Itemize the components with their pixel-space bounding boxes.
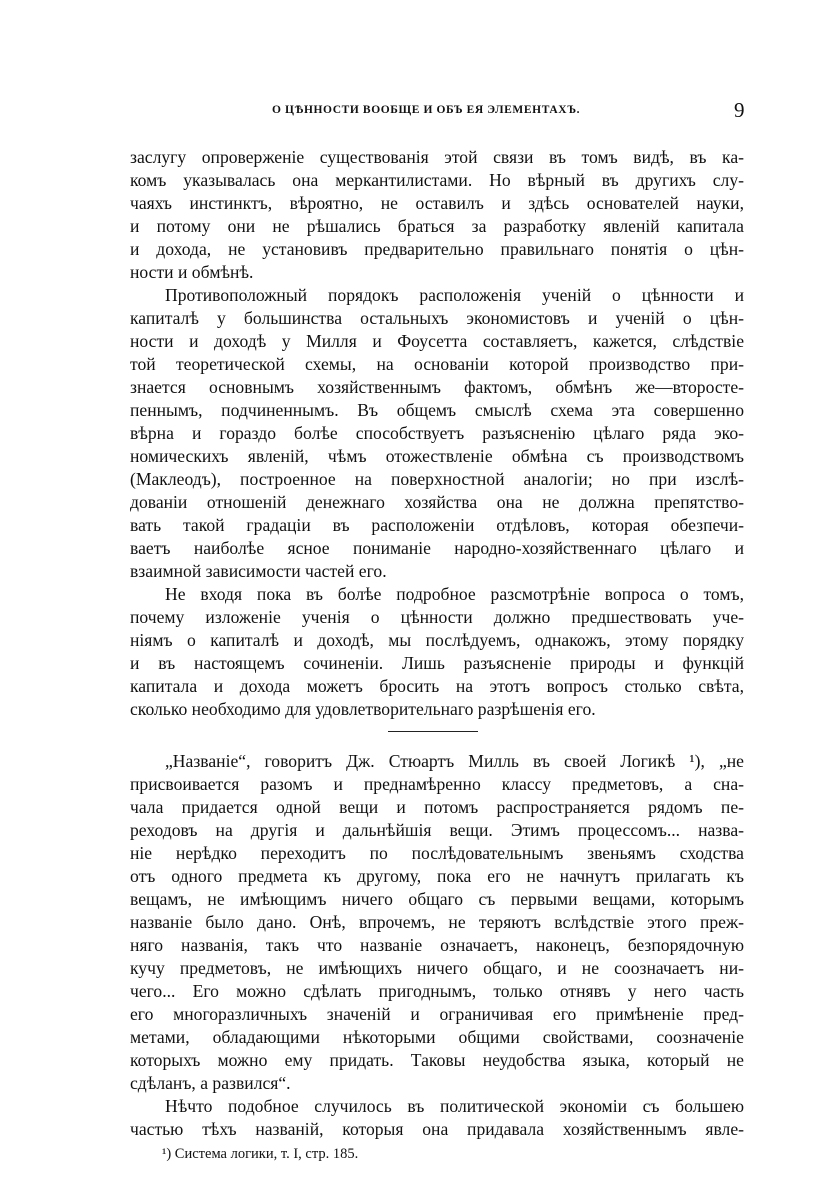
text-line: комъ указывалась она меркантилистами. Но вѣрный въ другихъ слу- (130, 170, 744, 190)
text-line: метами, обладающими нѣкоторыми общими свойствами, соозначеніе (130, 1027, 744, 1047)
text-line: вещамъ, не имѣющимъ ничего общаго съ первыми вещами, которымъ (130, 889, 744, 909)
text-line: капиталѣ у большинства остальныхъ экономистовъ и ученій о цѣн- (130, 308, 744, 328)
text-line: няго названія, такъ что названіе означаетъ, наконецъ, безпорядочную (130, 935, 744, 955)
footnote: ¹) Система логики, т. I, стр. 185. (162, 1146, 359, 1162)
text-line: и потому они не рѣшались браться за разработку явленій капитала (130, 216, 744, 236)
text-line: ніямъ о капиталѣ и доходѣ, мы послѣдуемъ, однакожъ, этому порядку (130, 630, 744, 650)
text-line: Противоположный порядокъ расположенія ученій о цѣнности и (165, 285, 744, 305)
text-line: капитала и дохода можетъ бросить на этотъ вопросъ столько свѣта, (130, 676, 744, 696)
text-line: и въ настоящемъ сочиненіи. Лишь разъясненіе природы и функцій (130, 653, 744, 673)
text-line: ности и обмѣнѣ. (130, 262, 254, 282)
text-line: реходовъ на другія и дальнѣйшія вещи. Этимъ процессомъ... назва- (130, 820, 744, 840)
text-line: частью тѣхъ названій, которыя она придавала хозяйственнымъ явле- (130, 1119, 744, 1139)
text-line: отъ одного предмета къ другому, пока его не начнутъ прилагать къ (130, 866, 744, 886)
text-line: дованіи отношеній денежнаго хозяйства она не должна препятство- (130, 492, 744, 512)
text-line: номическихъ явленій, чѣмъ отожествленіе обмѣна съ производствомъ (130, 446, 744, 466)
text-line: Нѣчто подобное случилось въ политической экономіи съ большею (165, 1096, 744, 1116)
text-line: ваетъ наиболѣе ясное пониманіе народно-хозяйственнаго цѣлаго и (130, 538, 744, 558)
text-line: „Названіе“, говоритъ Дж. Стюартъ Милль въ своей Логикѣ ¹), „не (165, 751, 744, 771)
page-number: 9 (734, 98, 745, 122)
text-line: взаимной зависимости частей его. (130, 561, 387, 581)
running-title: О ЦѢННОСТИ ВООБЩЕ И ОБЪ ЕЯ ЭЛЕМЕНТАХЪ. (272, 104, 581, 116)
text-line: чала придается одной вещи и потомъ распространяется рядомъ пе- (130, 797, 744, 817)
text-line: заслугу опроверженіе существованія этой связи въ томъ видѣ, въ ка- (130, 147, 744, 167)
section-divider (388, 731, 478, 732)
text-line: чаяхъ инстинктъ, вѣроятно, не оставилъ и здѣсь основателей науки, (130, 193, 744, 213)
text-line: вѣрна и гораздо болѣе способствуетъ разъясненію цѣлаго ряда эко- (130, 423, 744, 443)
text-line: пеннымъ, подчиненнымъ. Въ общемъ смыслѣ схема эта совершенно (130, 400, 744, 420)
text-line: почему изложеніе ученія о цѣнности должно предшествовать уче- (130, 607, 744, 627)
text-line: его многоразличныхъ значеній и ограничивая его примѣненіе пред- (130, 1004, 744, 1024)
text-line: Не входя пока въ болѣе подробное разсмотрѣніе вопроса о томъ, (165, 584, 744, 604)
text-line: знается основнымъ хозяйственнымъ фактомъ, обмѣнъ же—второсте- (130, 377, 744, 397)
text-line: сдѣланъ, а развился“. (130, 1073, 291, 1093)
text-line: и дохода, не установивъ предварительно правильнаго понятія о цѣн- (130, 239, 744, 259)
text-line: кучу предметовъ, не имѣющихъ ничего общаго, и не соозначаетъ ни- (130, 958, 744, 978)
text-line: чего... Его можно сдѣлать пригоднымъ, только отнявъ у него часть (130, 981, 744, 1001)
text-line: названіе было дано. Онѣ, впрочемъ, не теряютъ вслѣдствіе этого преж- (130, 912, 744, 932)
text-line: (Маклеодъ), построенное на поверхностной аналогіи; но при изслѣ- (130, 469, 744, 489)
text-line: той теоретической схемы, на основаніи которой производство при- (130, 354, 744, 374)
text-line: сколько необходимо для удовлетворительнаго разрѣшенія его. (130, 699, 596, 719)
text-line: присвоивается разомъ и преднамѣренно классу предметовъ, а сна- (130, 774, 744, 794)
text-line: вать такой градаціи въ расположеніи отдѣловъ, которая обезпечи- (130, 515, 744, 535)
text-line: ніе нерѣдко переходитъ по послѣдовательнымъ звеньямъ сходства (130, 843, 744, 863)
running-head (0, 98, 840, 124)
text-line: которыхъ можно ему придать. Таковы неудобства языка, который не (130, 1050, 744, 1070)
text-line: ности и доходѣ у Милля и Фоусетта составляетъ, кажется, слѣдствіе (130, 331, 744, 351)
